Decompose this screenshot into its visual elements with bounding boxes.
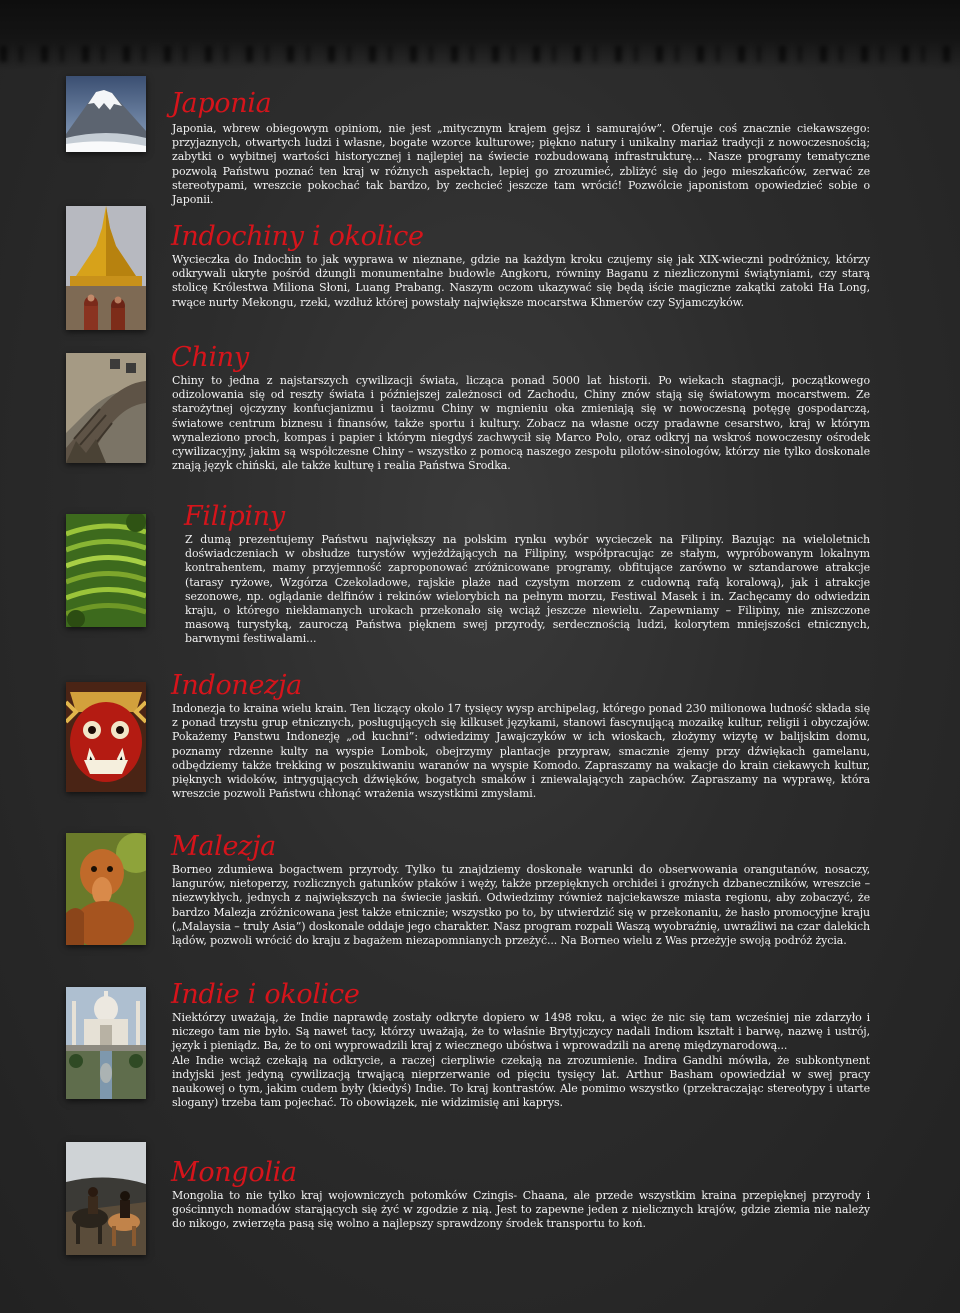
barong-mask-photo (66, 682, 146, 792)
section-body (172, 253, 870, 310)
section-paragraph: Niektórzy uważają, że Indie naprawdę zostały odkryte dopiero w 1498 roku, a więc że nic się tam wcześniej nie zdarzyło i niczego tam nie było. Są nawet tacy, którzy uważają, że to właśnie Brytyjczycy nadali Indiom kształt i barwę, nazwę i ustrój, język i pieniądz. Ba, że to oni wyprowadzili kraj z wiecznego ubóstwa i wprowadzili na arenę międzynarodową... (172, 1011, 870, 1053)
section-title: Indonezja (171, 670, 302, 701)
section-paragraph: Japonia, wbrew obiegowym opiniom, nie jest „mitycznym krajem gejsz i samurajów”. Oferuje coś znacznie ciekawszego: przyjaznych, otwartych ludzi i własne, bogate wzorce kulturowe; piękno natury i unikalny mariaż tradycji z nowoczesnością; zabytki o wybitnej wartości historycznej i najlepiej na świecie rozbudowaną infrastrukturę... Nasze programy tematyczne pozwolą Państwu poznać ten kraj w różnych aspektach, lepiej go zrozumieć, zbliżyć się do jego mieszkańców, zerwać ze stereotypami, wreszcie pokochać tak bardzo, by zechcieć jeszcze tam wrócić! Pozwólcie japonistom opowiedzieć sobie o Japonii. (172, 122, 870, 207)
section-paragraph: Indonezja to kraina wielu krain. Ten liczący okolo 17 tysięcy wysp archipelag, którego ponad 230 milionowa ludność składa się z ponad trzystu grup etnicznych, posługujących się kilkuset językami, stanowi fascynującą mozaikę kultur, religii i obyczajów. Pokażemy Panstwu Indonezję „od kuchni”: odwiedzimy Jawajczyków w ich wioskach, złożymy wizytę w balijskim domu, poznamy rdzenne kulty na wyspie Lombok, obejrzymy plantacje przypraw, smacznie zjemy przy dźwiękach gamelanu, odbędziemy także trekking w poszukiwaniu waranów na wyspie Komodo. Zapraszamy na wakacje do krain ciekawych kultur, pięknych widoków, intrygujących dźwięków, bogatych smaków i zniewalających zapachów. Zapraszamy na wyprawę, która wreszcie pozwoli Państwu chłonąć wrażenia wszystkimi zmysłami. (172, 702, 870, 801)
section-body (172, 1189, 870, 1232)
rice-terraces-photo (66, 514, 146, 627)
section-body (172, 374, 870, 473)
section-body (185, 533, 870, 647)
section-title: Filipiny (184, 501, 285, 532)
mount-fuji-photo (66, 76, 146, 152)
section-title: Mongolia (171, 1157, 297, 1188)
great-wall-photo (66, 353, 146, 463)
section-title: Japonia (171, 88, 272, 119)
proboscis-monkey-photo (66, 833, 146, 945)
golden-pagoda-photo (66, 206, 146, 330)
section-paragraph: Ale Indie wciąż czekają na odkrycie, a raczej cierpliwie czekają na zrozumienie. Indira Gandhi mówiła, że subkontynent indyjski jest jedyną cywilizacją trwającą nieprzerwanie od pięciu tysięcy lat. Arthur Basham opowiedział w swej pracy naukowej o tym, jakim cudem były (kiedyś) Indie. To kraj kontrastów. Ale pomimo wszystko (przekraczając stereotypy i utarte slogany) trzeba tam pojechać. To obowiązek, nie widzimisię ani kaprys. (172, 1053, 870, 1110)
section-paragraph: Mongolia to nie tylko kraj wojowniczych potomków Czingis- Chaana, ale przede wszystkim kraina przepięknej przyrody i gościnnych nomadów starających się żyć w zgodzie z nią. Jest to zapewne jeden z nielicznych krajów, gdzie ziemia nie należy do nikogo, zwierzęta pasą się wolno a najlepszy sprawdzony środek transportu to koń. (172, 1189, 870, 1231)
section-title: Chiny (171, 342, 249, 373)
section-paragraph: Chiny to jedna z najstarszych cywilizacji świata, licząca ponad 5000 lat historii. Po wiekach stagnacji, początkowego odizolowania się od reszty świata i późniejszej zależnosci od Zachodu, Chiny znów stają się światowym mocarstwem. Ze starożytnej ojczyzny konfucjanizmu i taoizmu Chiny w mgnieniu oka zmieniają się w nowoczesną potęgę gospodarczą, światowe centrum biznesu i finansów, także sportu i kultury. Zobacz na własne oczy pradawne cesarstwo, kraj w którym wynaleziono proch, kompas i papier i którym niegdyś zachwycił się Marco Polo, oraz odkryj na wskroś nowoczesny ośrodek cywilizacyjny, jakim są współczesne Chiny – wszystko z pomocą naszego zespołu pilotów-sinologów, którzy nie tylko doskonale znają język chiński, ale także kulturę i realia Państwa Środka. (172, 374, 870, 473)
torn-top-edge (0, 0, 960, 70)
section-title: Malezja (171, 831, 276, 862)
section-body (172, 122, 870, 207)
section-paragraph: Z dumą prezentujemy Państwu największy na polskim rynku wybór wycieczek na Filipiny. Bazując na wieloletnich doświadczeniach w obsłudze turystów wyjeżdżających na Filipiny, współpracując ze stałym, wypróbowanym lokalnym kontrahentem, mamy przyjemność zaproponować zróżnicowane programy, obfitujące zarówno w sztandarowe atrakcje (tarasy ryżowe, Wzgórza Czekoladowe, rajskie plaże nad czystym morzem z cudowną rafą koralową), jak i atrakcje sezonowe, np. oglądanie delfinów i rekinów wielorybich na pełnym morzu, Festiwal Masek i in. Zachęcamy do odwiedzin kraju, o którego niekłamanych urokach przekonało się wciąż jeszcze niewielu. Zapewniamy – Filipiny, nie zniszczone masową turystyką, zauroczą Państwa pięknem swej przyrody, serdecznością ludzi, kolorytem mniejszości etnicznych, barwnymi festiwalami... (185, 533, 870, 646)
section-title: Indie i okolice (171, 979, 360, 1010)
mongolian-riders-photo (66, 1142, 146, 1255)
taj-mahal-photo (66, 987, 146, 1099)
section-body (172, 702, 870, 801)
section-body (172, 1011, 870, 1110)
section-title: Indochiny i okolice (171, 221, 424, 252)
section-body (172, 863, 870, 948)
section-paragraph: Borneo zdumiewa bogactwem przyrody. Tylko tu znajdziemy doskonałe warunki do obserwowania orangutanów, nosaczy, langurów, nietoperzy, rozlicznych gatunków ptaków i węży, także przepięknych orchidei i groźnych dzbaneczników, wreszcie – niezwykłych, jednych z największych na świecie jaskiń. Odwiedzimy również najciekawsze miasta regionu, aby zobaczyć, że bardzo Malezja zróżnicowana jest także etnicznie; wszystko po to, by utwierdzić się w przekonaniu, że hasło promocyjne kraju („Malaysia – truly Asia”) doskonale oddaje jego charakter. Nasz program rozpali Waszą wyobraźnię, uwraźliwi na czar dalekich lądów, pozwoli wrócić do kraju z bagażem niezapomnianych przeżyć... Na Borneo wielu z Was przeżyje swoją podróż życia. (172, 863, 870, 948)
section-paragraph: Wycieczka do Indochin to jak wyprawa w nieznane, gdzie na każdym kroku czujemy się jak XIX-wieczni podróżnicy, którzy odkrywali ukryte pośród dżungli monumentalne budowle Angkoru, równiny Baganu z niezliczonymi świątyniami, czy starą stolicę Królestwa Miliona Słoni, Luang Prabang. Naszym oczom ukazywać się będą iście magiczne zakątki zatoki Ha Long, rwące nurty Mekongu, rzeki, wzdłuż której powstały największe mocarstwa Khmerów czy Syjamczyków. (172, 253, 870, 309)
